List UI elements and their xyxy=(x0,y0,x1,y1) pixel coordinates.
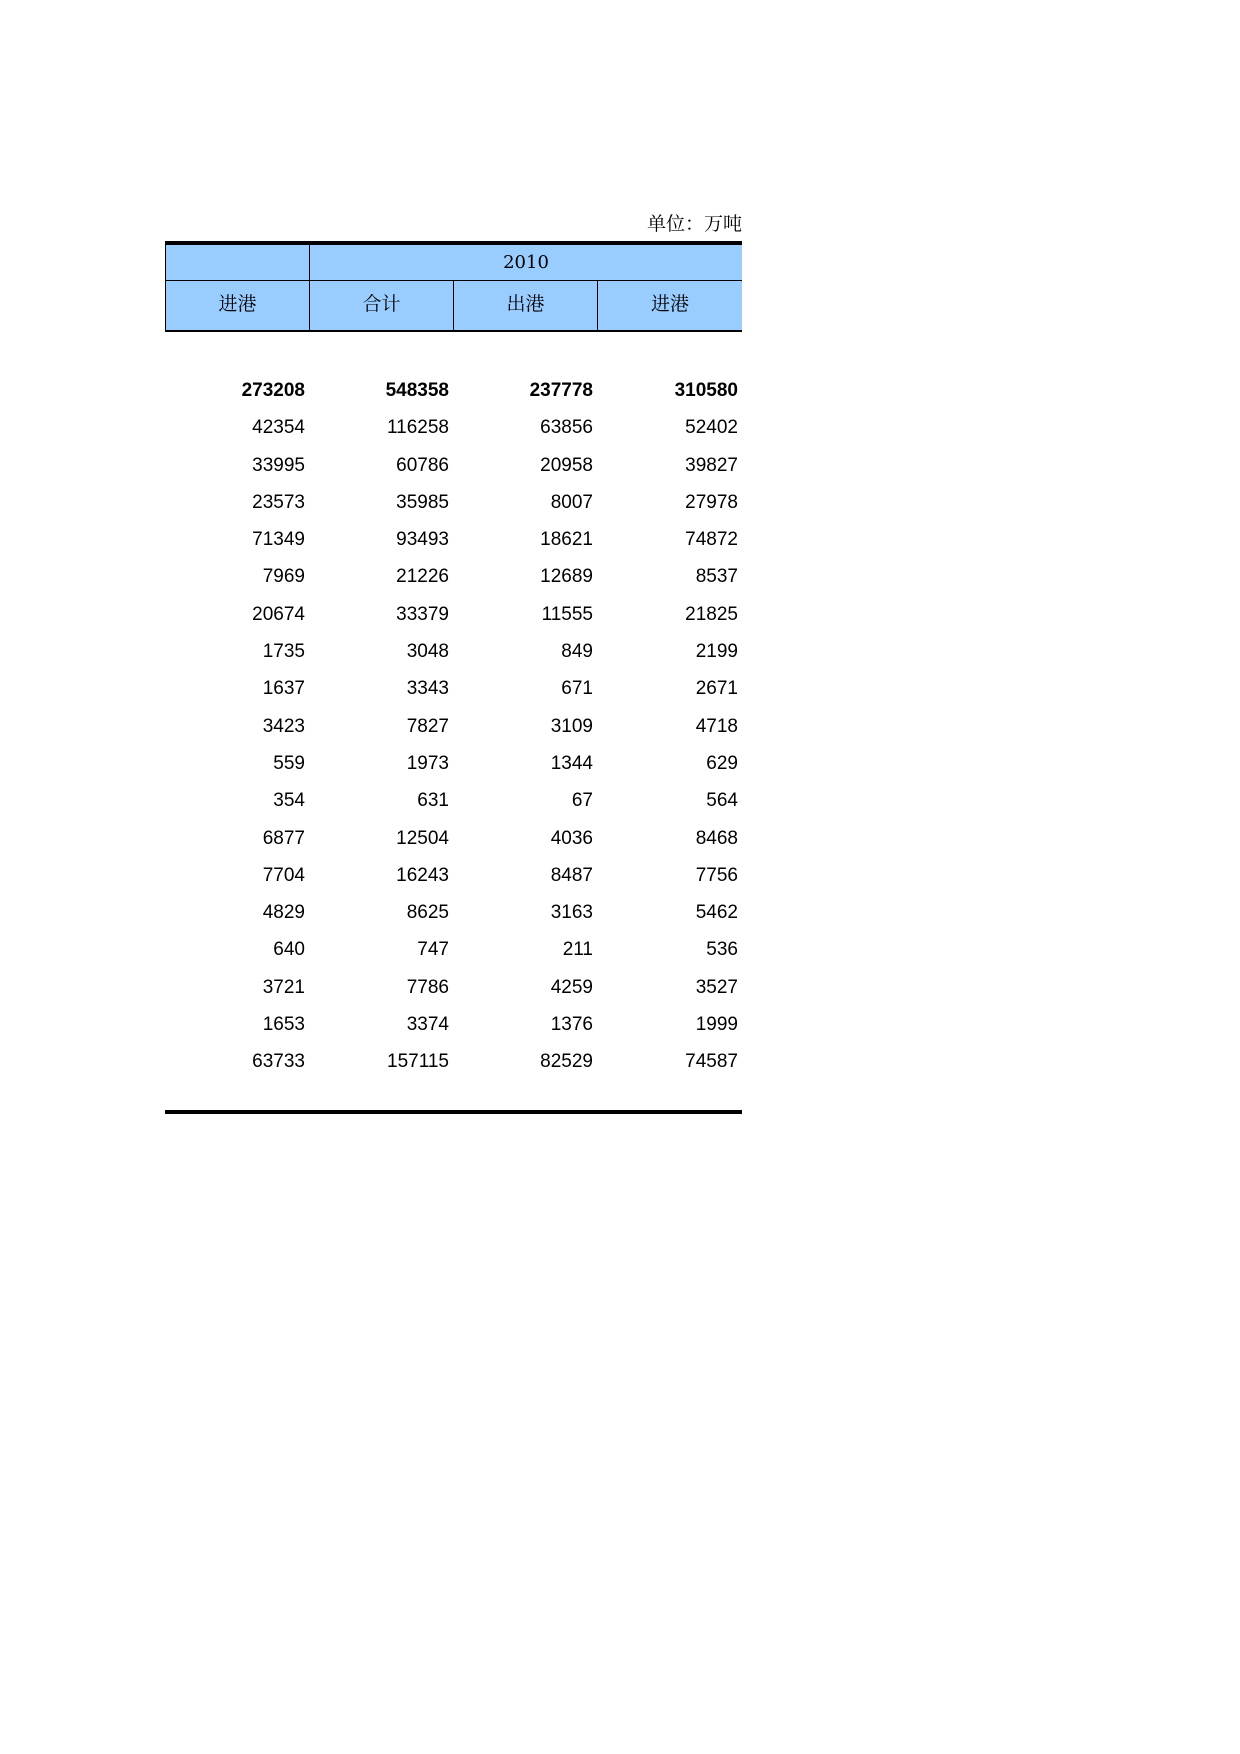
table-cell: 536 xyxy=(706,939,738,961)
table-cell: 20674 xyxy=(252,603,305,625)
table-cell: 1376 xyxy=(550,1014,593,1036)
table-bottom-rule xyxy=(165,1110,742,1114)
table-cell: 8625 xyxy=(406,902,449,924)
table-row xyxy=(165,670,742,707)
table-cell: 16243 xyxy=(396,864,449,886)
table-cell: 21226 xyxy=(396,566,449,588)
table-cell: 6877 xyxy=(262,827,305,849)
table-row xyxy=(165,521,742,558)
column-header: 进港 xyxy=(650,293,689,315)
table-row xyxy=(165,782,742,819)
column-header: 进港 xyxy=(166,281,310,330)
table-cell: 8537 xyxy=(695,566,738,588)
table-cell: 12504 xyxy=(396,827,449,849)
table-row xyxy=(165,857,742,894)
table-cell: 35985 xyxy=(396,491,449,513)
table-cell: 4259 xyxy=(550,976,593,998)
table-row xyxy=(165,558,742,595)
table-cell: 52402 xyxy=(685,417,738,439)
table-cell: 7827 xyxy=(406,715,449,737)
table-cell: 211 xyxy=(562,939,593,961)
table-row-total xyxy=(165,372,742,409)
table-row xyxy=(165,633,742,670)
table-cell: 60786 xyxy=(396,454,449,476)
table-cell: 1735 xyxy=(262,641,305,663)
table-cell: 3527 xyxy=(695,976,738,998)
table-cell: 849 xyxy=(561,641,593,663)
header-empty-cell xyxy=(166,245,310,280)
table-cell: 2199 xyxy=(695,641,738,663)
header-year-row xyxy=(165,245,742,280)
table-row xyxy=(165,409,742,446)
table-cell: 39827 xyxy=(685,454,738,476)
column-header: 合计 xyxy=(310,281,454,330)
table-cell: 63856 xyxy=(540,417,593,439)
column-header: 出港 xyxy=(454,281,598,330)
table-cell: 564 xyxy=(706,790,738,812)
table-cell: 11555 xyxy=(541,603,593,625)
table-cell: 4036 xyxy=(550,827,593,849)
table-cell: 7786 xyxy=(406,976,449,998)
table-cell: 631 xyxy=(417,790,449,812)
table-cell: 82529 xyxy=(540,1051,593,1073)
table-cell: 671 xyxy=(561,678,593,700)
table-cell: 7704 xyxy=(262,864,305,886)
table-cell: 310580 xyxy=(674,380,738,401)
table-cell: 3721 xyxy=(262,976,305,998)
table-row xyxy=(165,820,742,857)
table-cell: 4718 xyxy=(695,715,738,737)
table-cell: 63733 xyxy=(252,1051,305,1073)
table-cell: 74587 xyxy=(685,1051,738,1073)
table-cell: 33379 xyxy=(396,603,449,625)
table-cell: 3343 xyxy=(406,678,449,700)
table-cell: 7969 xyxy=(262,566,305,588)
table-cell: 23573 xyxy=(252,491,305,513)
table-cell: 1344 xyxy=(550,752,593,774)
unit-label: 单位：万吨 xyxy=(646,213,742,235)
table-cell: 629 xyxy=(706,752,738,774)
table-row xyxy=(165,931,742,968)
table-cell: 157115 xyxy=(387,1051,449,1073)
table-row xyxy=(165,894,742,931)
table-row xyxy=(165,745,742,782)
table-cell: 3423 xyxy=(262,715,305,737)
table-cell: 640 xyxy=(273,939,305,961)
table-row xyxy=(165,596,742,633)
table-cell: 559 xyxy=(273,752,305,774)
table-cell: 1973 xyxy=(406,752,449,774)
table-cell: 20958 xyxy=(540,454,593,476)
table-cell: 7756 xyxy=(695,864,738,886)
table-cell: 3163 xyxy=(550,902,593,924)
table-cell: 8007 xyxy=(550,491,593,513)
table-row xyxy=(165,1043,742,1080)
table-cell: 354 xyxy=(273,790,305,812)
table-row xyxy=(165,969,742,1006)
table-cell: 237778 xyxy=(529,380,593,401)
header-year: 2010 xyxy=(503,252,549,273)
table-cell: 93493 xyxy=(396,529,449,551)
table-cell: 1653 xyxy=(262,1014,305,1036)
data-table xyxy=(165,241,742,1081)
table-cell: 21825 xyxy=(685,603,738,625)
table-cell: 3048 xyxy=(406,641,449,663)
table-cell: 42354 xyxy=(252,417,305,439)
table-cell: 18621 xyxy=(540,529,593,551)
table-cell: 67 xyxy=(571,790,593,812)
table-cell: 8468 xyxy=(695,827,738,849)
table-row xyxy=(165,447,742,484)
table-cell: 116258 xyxy=(387,417,449,439)
table-cell: 12689 xyxy=(540,566,593,588)
table-cell: 747 xyxy=(417,939,449,961)
header-columns-row xyxy=(165,280,742,332)
table-cell: 1999 xyxy=(695,1014,738,1036)
table-cell: 8487 xyxy=(550,864,593,886)
table-cell: 3109 xyxy=(550,715,593,737)
table-body xyxy=(165,332,742,1081)
table-cell: 1637 xyxy=(262,678,305,700)
table-row xyxy=(165,1006,742,1043)
table-row xyxy=(165,484,742,521)
table-cell: 33995 xyxy=(252,454,305,476)
table-cell: 2671 xyxy=(695,678,738,700)
table-cell: 5462 xyxy=(695,902,738,924)
table-row xyxy=(165,708,742,745)
table-cell: 3374 xyxy=(406,1014,449,1036)
table-cell: 27978 xyxy=(685,491,738,513)
table-cell: 4829 xyxy=(262,902,305,924)
table-cell: 74872 xyxy=(685,529,738,551)
table-cell: 273208 xyxy=(241,380,305,401)
table-cell: 548358 xyxy=(385,380,449,401)
table-cell: 71349 xyxy=(252,529,305,551)
